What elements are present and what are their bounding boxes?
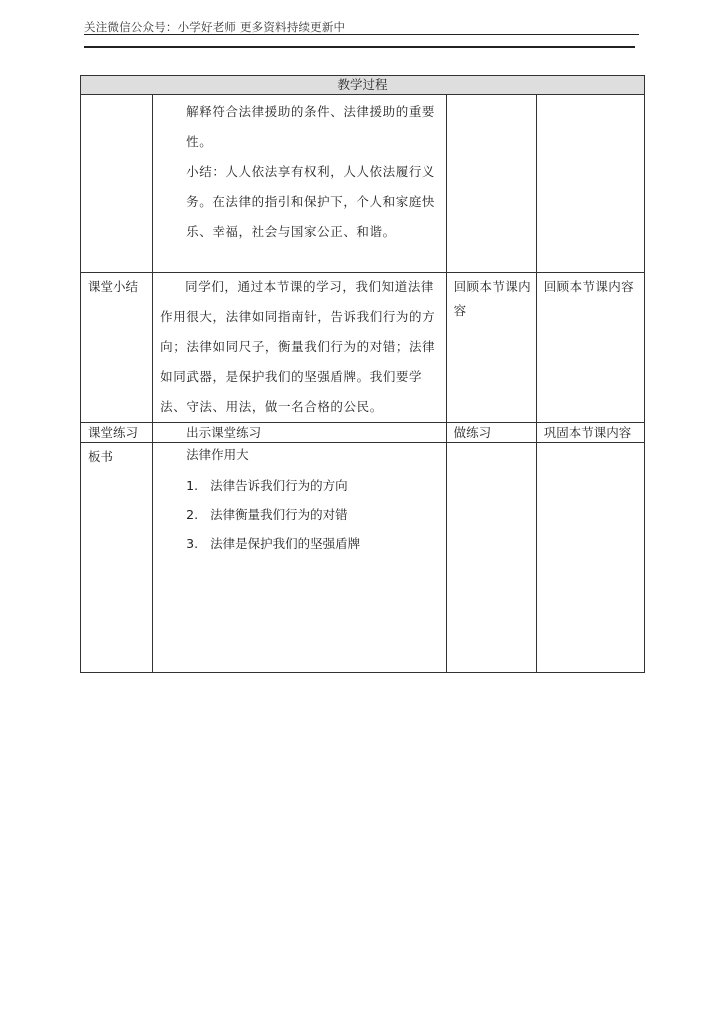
row-label-empty <box>81 95 153 273</box>
table-title-row <box>81 76 645 95</box>
student-activity: 回顾本节课内容 <box>446 273 536 423</box>
list-item: 3. 法律是保护我们的坚强盾牌 <box>186 536 361 551</box>
design-intent: 回顾本节课内容 <box>536 273 644 423</box>
table-row <box>81 423 645 443</box>
student-activity: 做练习 <box>446 423 536 443</box>
table-title: 教学过程 <box>81 76 645 95</box>
class-summary-paragraph: 同学们，通过本节课的学习，我们知道法律作用很大，法律如同指南针，告诉我们行为的方向；法律如同尺子，衡量我们行为的对错；法律如同武器，是保护我们的坚强盾牌。我们要学法、守法、用法，做一名合格的公民。 <box>160 279 436 414</box>
summary-paragraph: 小结：人人依法享有权利，人人依法履行义务。在法律的指引和保护下，个人和家庭快乐、幸福，社会与国家公正、和谐。 <box>186 164 436 239</box>
page-header-text: 关注微信公众号：小学好老师 更多资料持续更新中 <box>84 20 346 34</box>
header-rule-thin <box>84 34 639 35</box>
table-row <box>81 443 645 673</box>
blackboard-title: 法律作用大 <box>186 447 249 462</box>
row-label: 板书 <box>81 443 153 673</box>
student-activity-empty <box>446 443 536 673</box>
blackboard-list <box>153 471 446 558</box>
student-activity-empty <box>446 95 536 273</box>
row-content <box>153 95 447 273</box>
list-item: 1. 法律告诉我们行为的方向 <box>186 478 348 493</box>
table-row <box>81 95 645 273</box>
design-intent-empty <box>536 95 644 273</box>
header-rule-thick <box>84 46 635 48</box>
lesson-process-table <box>80 75 645 673</box>
row-content <box>153 273 447 423</box>
list-item: 2. 法律衡量我们行为的对错 <box>186 507 348 522</box>
table-row <box>81 273 645 423</box>
content-paragraph: 解释符合法律援助的条件、法律援助的重要性。 <box>186 104 436 149</box>
design-intent-empty <box>536 443 644 673</box>
row-label: 课堂小结 <box>81 273 153 423</box>
row-content: 出示课堂练习 <box>153 423 447 443</box>
row-label: 课堂练习 <box>81 423 153 443</box>
design-intent: 巩固本节课内容 <box>536 423 644 443</box>
blackboard-content <box>153 443 447 673</box>
